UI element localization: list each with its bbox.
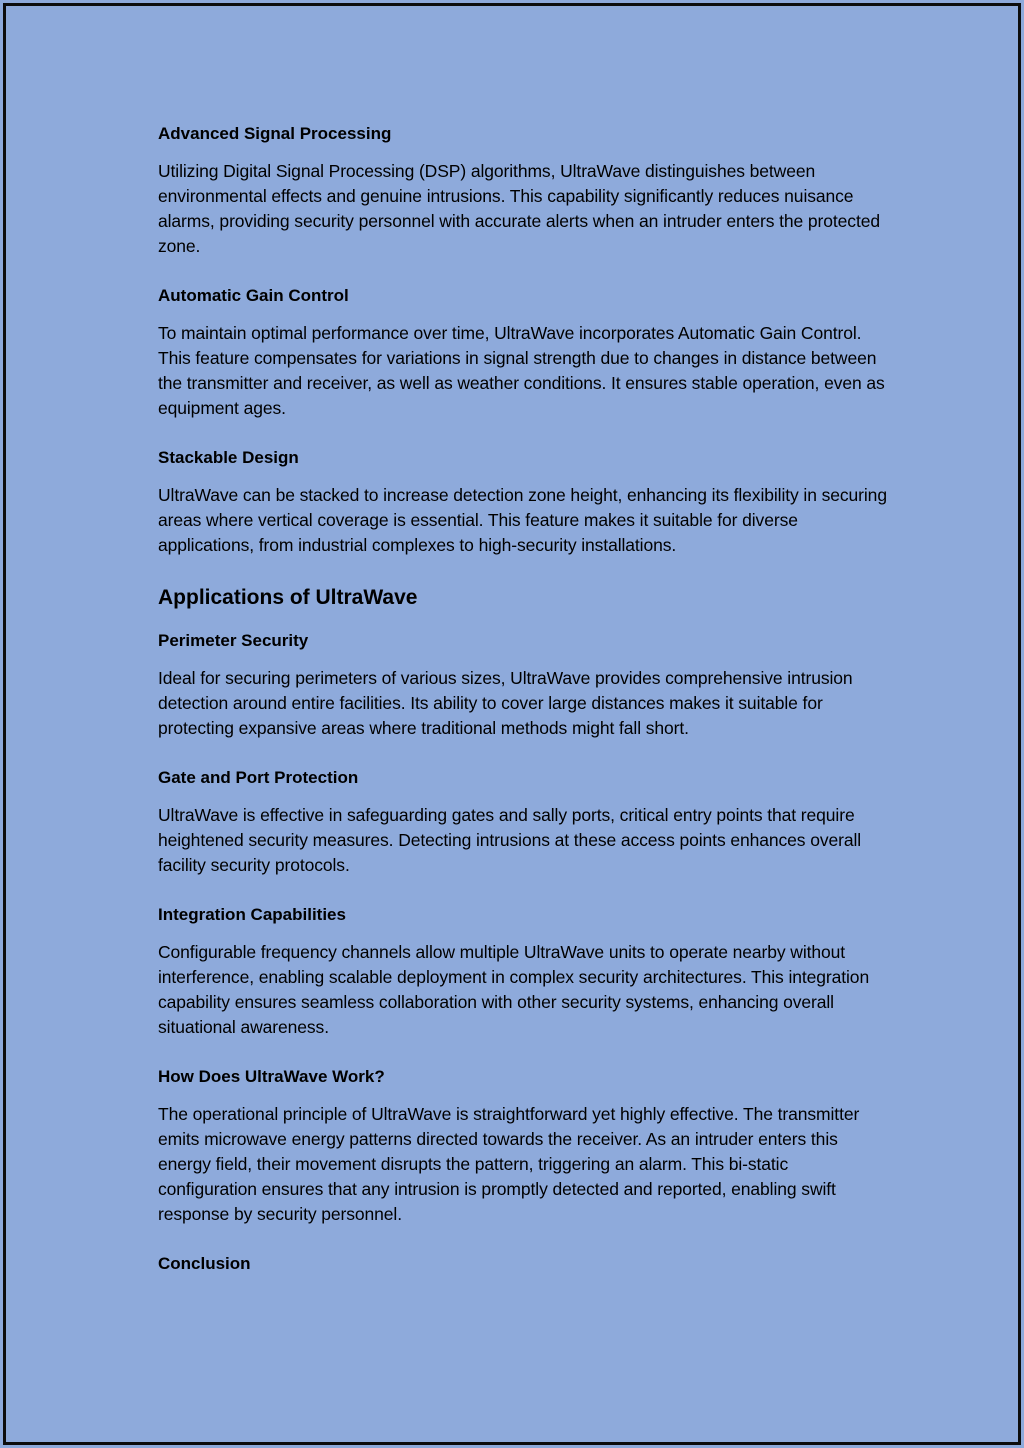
section-heading: Advanced Signal Processing — [158, 124, 392, 143]
section-body: UltraWave is effective in safeguarding gates and sally ports, critical entry points that require heightened security measures. Detecting intrusions at these access points enhances overall facility security protocols. — [158, 804, 862, 875]
section-body: UltraWave can be stacked to increase detection zone height, enhancing its flexibility in securing areas where vertical coverage is essential. This feature makes it suitable for diverse applications, from industrial complexes to high-security installations. — [158, 485, 887, 556]
section-heading: How Does UltraWave Work? — [158, 1066, 385, 1086]
section-perimeter-security — [158, 630, 888, 741]
section-heading: Perimeter Security — [158, 630, 309, 650]
section-how-does-ultrawave-work — [158, 1066, 888, 1227]
section-body: To maintain optimal performance over time, UltraWave incorporates Automatic Gain Control. This feature compensates for variations in signal strength due to changes in distance between the transmitter and receiver, as well as weather conditions. It ensures stable operation, even as equipment ages. — [158, 323, 885, 419]
section-heading: Integration Capabilities — [158, 904, 346, 924]
section-automatic-gain-control — [158, 285, 888, 421]
section-body: Configurable frequency channels allow multiple UltraWave units to operate nearby without interference, enabling scalable deployment in complex security architectures. This integration capability ensures seamless collaboration with other security systems, enhancing overall situational awareness. — [158, 941, 870, 1037]
section-body: Utilizing Digital Signal Processing (DSP) algorithms, UltraWave distinguishes between environmental effects and genuine intrusions. This capability significantly reduces nuisance alarms, providing security personnel with accurate alerts when an intruder enters the protected zone. — [158, 161, 880, 257]
applications-heading: Applications of UltraWave — [158, 586, 418, 610]
section-heading: Stackable Design — [158, 448, 299, 468]
section-body: The operational principle of UltraWave is straightforward yet highly effective. The transmitter emits microwave energy patterns directed towards the receiver. As an intruder enters this energy field, their movement disrupts the pattern, triggering an alarm. This bi-static configuration ensures that any intrusion is promptly detected and reported, enabling swift response by security personnel. — [158, 1103, 860, 1224]
section-heading: Gate and Port Protection — [158, 767, 359, 787]
section-body: Ideal for securing perimeters of various sizes, UltraWave provides comprehensive intrusion detection around entire facilities. Its ability to cover large distances makes it suitable for protecting expansive areas where traditional methods might fall short. — [158, 667, 853, 738]
section-stackable-design — [158, 447, 888, 558]
section-integration-capabilities — [158, 904, 888, 1040]
section-heading: Automatic Gain Control — [158, 286, 349, 306]
document-content — [158, 123, 888, 1289]
section-gate-and-port-protection — [158, 767, 888, 878]
conclusion-heading: Conclusion — [158, 1253, 251, 1273]
section-advanced-signal-processing — [158, 123, 888, 259]
document-page — [3, 3, 1021, 1445]
